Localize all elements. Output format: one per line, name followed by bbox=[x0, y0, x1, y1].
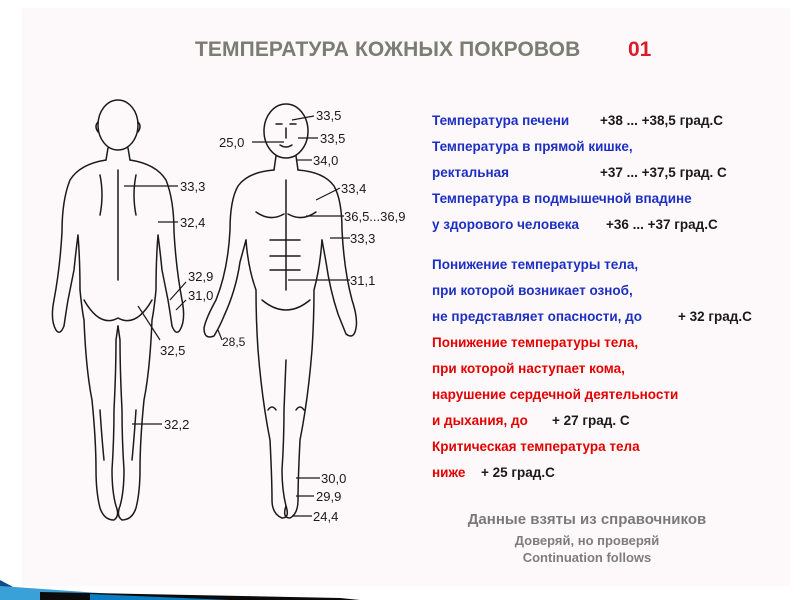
armpit-temp-label-2: у здорового человека bbox=[432, 217, 579, 232]
chill-text-1: Понижение температуры тела, bbox=[432, 257, 639, 272]
chill-text-3: не представляет опасности, до bbox=[432, 309, 642, 324]
label-ankle: 30,0 bbox=[321, 471, 347, 486]
label-cheek-left: 25,0 bbox=[219, 135, 245, 150]
label-back-upper: 33,3 bbox=[180, 179, 206, 194]
critical-value: + 25 град.С bbox=[481, 465, 555, 480]
liver-temp-value: +38 ... +38,5 град.С bbox=[600, 113, 724, 128]
label-buttock: 32,5 bbox=[160, 343, 186, 358]
coma-text-1: Понижение температуры тела, bbox=[432, 335, 639, 350]
label-neck: 34,0 bbox=[313, 153, 339, 168]
label-toe: 24,4 bbox=[313, 509, 339, 524]
trust-note: Доверяй, но проверяй bbox=[514, 533, 660, 548]
coma-text-3: нарушение сердечной деятельности bbox=[432, 387, 679, 402]
chill-value: + 32 град.С bbox=[678, 309, 752, 324]
label-wrist: 28,5 bbox=[222, 335, 246, 349]
label-shoulder: 33,4 bbox=[341, 181, 367, 196]
source-note: Данные взяты из справочников bbox=[467, 511, 707, 528]
liver-temp-label: Температура печени bbox=[432, 113, 570, 128]
label-back-mid: 32,4 bbox=[180, 215, 206, 230]
label-heel: 29,9 bbox=[316, 489, 342, 504]
coma-text-4: и дыхания, до bbox=[432, 413, 528, 428]
label-armpit: 36,5...36,9 bbox=[344, 209, 406, 224]
rectal-temp-value: +37 ... +37,5 град. С bbox=[600, 165, 727, 180]
back-figure bbox=[52, 100, 186, 520]
coma-text-2: при которой наступает кома, bbox=[432, 361, 625, 376]
body-temperature-figure bbox=[0, 0, 430, 540]
label-calf: 32,2 bbox=[164, 417, 190, 432]
coma-value: + 27 град. С bbox=[552, 413, 630, 428]
bottom-decoration bbox=[0, 574, 800, 600]
page-number: 01 bbox=[628, 38, 652, 61]
label-hand-b: 31,0 bbox=[188, 288, 214, 303]
continuation-note: Continuation follows bbox=[522, 550, 652, 565]
page-title: ТЕМПЕРАТУРА КОЖНЫХ ПОКРОВОВ bbox=[195, 38, 581, 61]
label-forearm: 33,3 bbox=[350, 231, 376, 246]
label-abdomen: 31,1 bbox=[350, 273, 376, 288]
critical-text-1: Критическая температура тела bbox=[432, 439, 640, 454]
armpit-temp-label: Температура в подмышечной впадине bbox=[432, 191, 692, 206]
chill-text-2: при которой возникает озноб, bbox=[432, 283, 633, 298]
critical-text-2: ниже bbox=[432, 465, 466, 480]
rectal-temp-label-2: ректальная bbox=[432, 165, 510, 180]
label-forehead: 33,5 bbox=[316, 108, 342, 123]
label-cheek-right: 33,5 bbox=[320, 131, 346, 146]
label-hand-a: 32,9 bbox=[188, 269, 214, 284]
armpit-temp-value: +36 ... +37 град.С bbox=[606, 217, 718, 232]
rectal-temp-label: Температура в прямой кишке, bbox=[432, 139, 633, 154]
